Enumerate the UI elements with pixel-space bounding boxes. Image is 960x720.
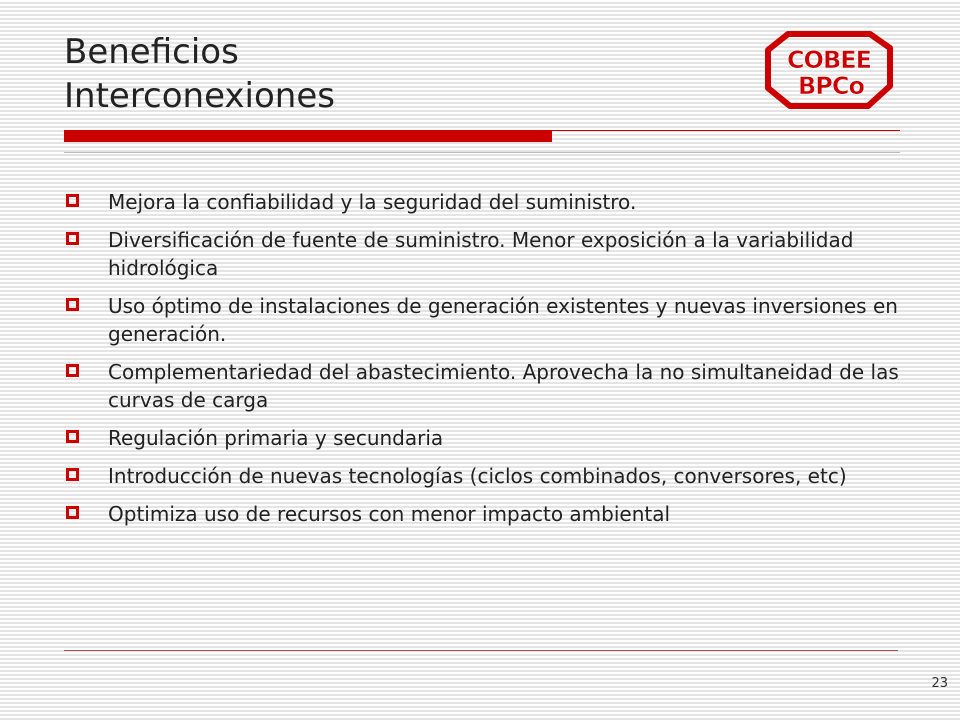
- company-logo: [764, 30, 894, 110]
- bullet-text: Mejora la confiabilidad y la seguridad del suministro.: [108, 190, 637, 214]
- bullet-text: Regulación primaria y secundaria: [108, 426, 444, 450]
- square-bullet-icon: [66, 468, 79, 481]
- list-item: [62, 462, 922, 490]
- bullet-text: Introducción de nuevas tecnologías (ciclos combinados, conversores, etc): [108, 464, 847, 488]
- footer-divider: [64, 650, 898, 651]
- title-accent-line: [552, 130, 900, 131]
- bullet-text: Optimiza uso de recursos con menor impacto ambiental: [108, 502, 671, 526]
- title-divider: [64, 152, 900, 153]
- square-bullet-icon: [66, 298, 79, 311]
- list-item: [62, 226, 922, 282]
- slide-title: [64, 30, 335, 118]
- square-bullet-icon: [66, 506, 79, 519]
- bullet-text: Uso óptimo de instalaciones de generación existentes y nuevas inversiones en generación.: [108, 294, 898, 346]
- square-bullet-icon: [66, 232, 79, 245]
- logo-text-bottom: BPCo: [798, 72, 864, 100]
- bullet-text: Complementariedad del abastecimiento. Aprovecha la no simultaneidad de las curvas de carga: [108, 360, 899, 412]
- slide-title-line-2: Interconexiones: [64, 76, 335, 116]
- list-item: [62, 424, 922, 452]
- bullet-list: [62, 188, 922, 538]
- list-item: [62, 500, 922, 528]
- square-bullet-icon: [66, 364, 79, 377]
- slide-title-line-1: Beneficios: [64, 32, 239, 72]
- list-item: [62, 292, 922, 348]
- list-item: [62, 188, 922, 216]
- square-bullet-icon: [66, 194, 79, 207]
- page-number: 23: [931, 676, 948, 691]
- list-item: [62, 358, 922, 414]
- title-accent-bar: [64, 130, 552, 142]
- square-bullet-icon: [66, 430, 79, 443]
- logo-text-top: COBEE: [786, 46, 872, 74]
- bullet-text: Diversificación de fuente de suministro. Menor exposición a la variabilidad hidrológica: [108, 228, 854, 280]
